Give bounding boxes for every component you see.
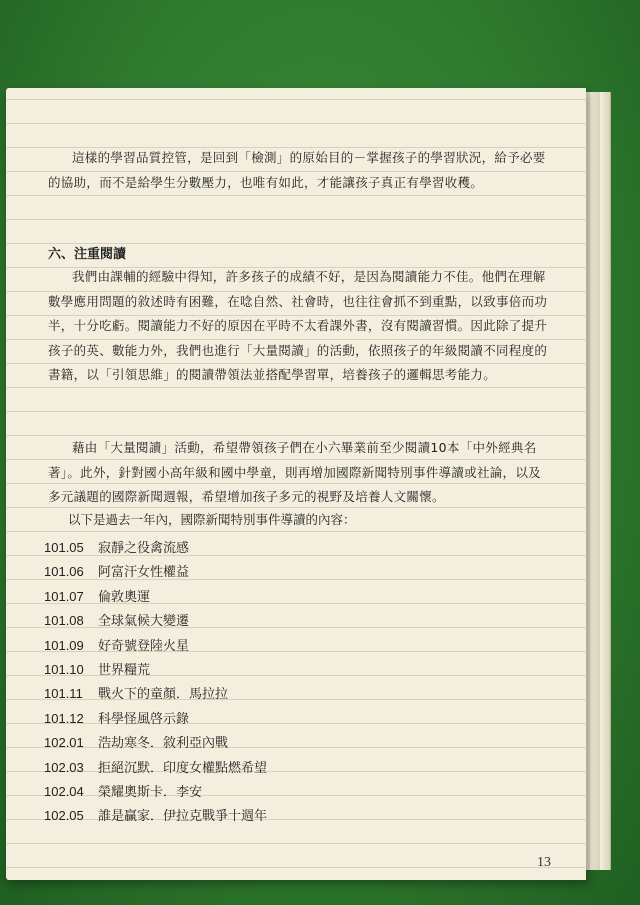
- list-item: [44, 707, 464, 731]
- list-item: [44, 731, 464, 755]
- paragraph-quality-control: 這樣的學習品質控管，是回到「檢測」的原始目的－掌握孩子的學習狀況，給予必要的協助，而不是給學生分數壓力，也唯有如此，才能讓孩子真正有學習收穫。: [48, 150, 546, 190]
- news-title: 戰火下的童顏．馬拉拉: [98, 687, 229, 703]
- list-item: [44, 585, 464, 609]
- paragraph-mass-reading: 藉由「大量閱讀」活動，希望帶領孩子們在小六畢業前至少閱讀10本「中外經典名著」。此外，針對國小高年級和國中學童，則再增加國際新聞特別事件導讀或社論，以及多元議題的國際新聞週報，希望增加孩子多元的視野及培養人文關懷。: [48, 440, 541, 504]
- news-title: 世界糧荒: [98, 662, 151, 678]
- list-item: [44, 609, 464, 633]
- news-date: 102.01: [44, 735, 84, 751]
- news-date: 101.07: [44, 588, 84, 604]
- list-item: [44, 560, 464, 584]
- list-item: [44, 780, 464, 804]
- news-title: 榮耀奧斯卡．李安: [98, 784, 203, 800]
- news-title: 全球氣候大變遷: [98, 614, 190, 630]
- list-item: [44, 658, 464, 682]
- news-title: 倫敦奧運: [98, 589, 151, 605]
- page-number: 13: [537, 855, 551, 870]
- news-date: 102.05: [44, 808, 84, 824]
- news-date: 101.12: [44, 710, 84, 726]
- list-item: [44, 634, 464, 658]
- news-date: 102.03: [44, 759, 84, 775]
- news-title: 拒絕沉默．印度女權點燃希望: [98, 760, 268, 776]
- news-title: 科學怪風啓示錄: [98, 711, 190, 727]
- news-list-intro: 以下是過去一年內，國際新聞特別事件導讀的內容：: [68, 512, 356, 527]
- news-date: 101.11: [44, 686, 83, 702]
- paragraph-reading-ability: 我們由課輔的經驗中得知，許多孩子的成績不好，是因為閱讀能力不佳。他們在理解數學應用問題的敘述時有困難，在唸自然、社會時，也往往會抓不到重點，以致事倍而功半，十分吃虧。閱讀能力不好的原因在平時不太看課外書，沒有閱讀習慣。因此除了提升孩子的英、數能力外，我們也進行「大量閱讀」的活動，依照孩子的年級閱讀不同程度的書籍，以「引領思維」的閱讀帶領法並搭配學習單，培養孩子的邏輯思考能力。: [48, 269, 548, 382]
- news-date: 101.08: [44, 613, 84, 629]
- news-date: 101.05: [44, 540, 84, 555]
- section-heading-reading: 六、注重閱讀: [48, 247, 127, 262]
- news-list: [44, 536, 464, 829]
- list-item: [44, 804, 464, 828]
- news-title: 好奇號登陸火星: [98, 638, 190, 654]
- news-date: 101.06: [44, 564, 84, 580]
- list-item: [44, 682, 464, 706]
- list-item: [44, 756, 464, 780]
- news-date: 102.04: [44, 783, 84, 799]
- list-item: [44, 536, 464, 560]
- news-title: 誰是贏家．伊拉克戰爭十週年: [98, 809, 268, 825]
- news-title: 浩劫寒冬．敘利亞內戰: [98, 736, 229, 752]
- news-date: 101.10: [44, 661, 84, 677]
- news-title: 阿富汗女性權益: [98, 565, 190, 581]
- news-title: 寂靜之役禽流感: [98, 541, 190, 556]
- news-date: 101.09: [44, 637, 84, 653]
